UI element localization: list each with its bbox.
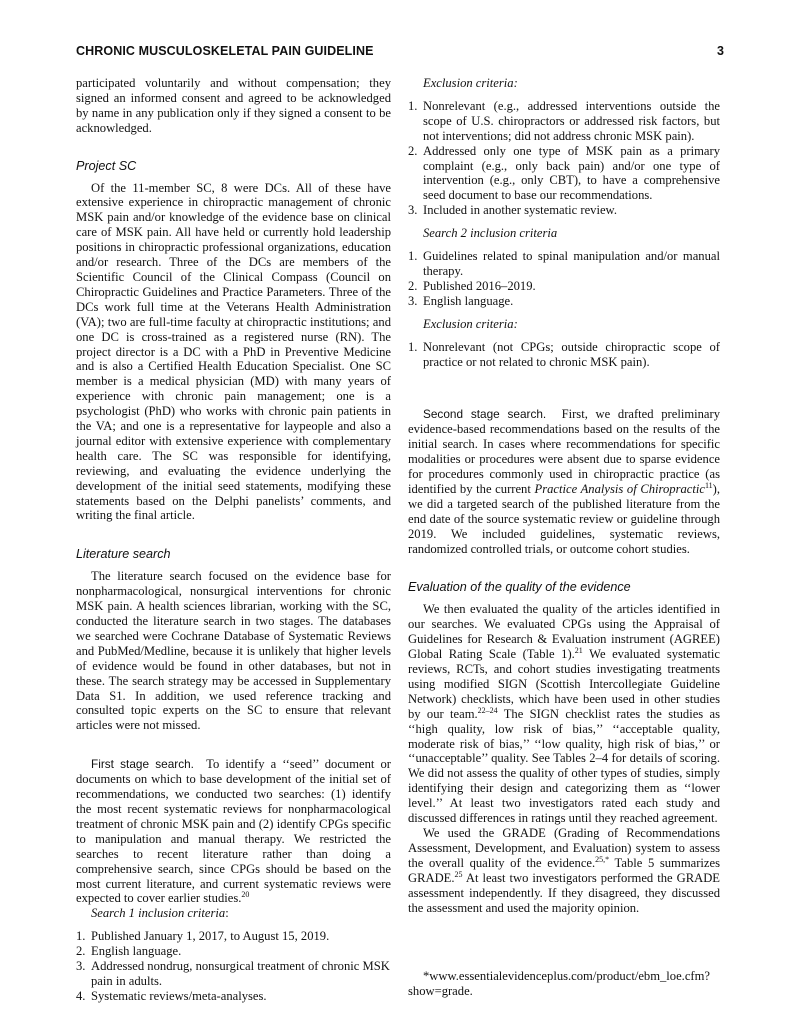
evaluation-paragraph-1	[408, 602, 720, 826]
eval-p1-b: We evaluated systematic reviews, RCTs, and cohort studies investigating treatments using modified SIGN (Scottish Intercollegiate Guideline Network) checklists, which have been used in other studies by our team.	[408, 647, 720, 721]
eval-p1-ref2: 22–24	[477, 705, 498, 715]
list-item-text: Addressed nondrug, nonsurgical treatment of chronic MSK pain in adults.	[91, 959, 390, 988]
list-item	[408, 99, 720, 144]
list-item-number: 2.	[408, 278, 418, 293]
list-item-number: 4.	[76, 988, 86, 1003]
exclusion1-label: Exclusion criteria:	[423, 76, 518, 90]
exclusion2-list	[408, 340, 720, 370]
list-item-number: 1.	[76, 929, 86, 944]
list-item-number: 3.	[408, 293, 418, 308]
search1-label-line	[76, 906, 391, 921]
list-item	[76, 959, 391, 989]
list-item-text: Addressed only one type of MSK pain as a primary complaint (e.g., only back pain) and/or one type of intervention (e.g., only CBT), to have a comprehensive seed document to base our recommendations.	[423, 143, 720, 203]
right-column	[408, 76, 720, 999]
eval-p2-a: We used the GRADE (Grading of Recommendations Assessment, Development, and Evaluation) system to assess the overall quality of the evidence.	[408, 825, 720, 870]
list-item-text: English language.	[91, 944, 182, 959]
eval-p2-c: At least two investigators performed the GRADE assessment independently. If they disagreed, they discussed the assessment and used the majority opinion.	[408, 870, 720, 915]
list-item	[76, 989, 391, 1004]
list-item-number: 3.	[408, 203, 418, 218]
list-item	[76, 929, 391, 944]
footnote: *www.essentialevidenceplus.com/product/ebm_loe.cfm?show=grade.	[408, 969, 710, 999]
literature-search-paragraph: The literature search focused on the evidence base for nonpharmacological, nonsurgical interventions for chronic MSK pain. A health sciences librarian, working with the SC, conducted the literature search in two stages. The databases we searched were Cochrane Database of Systematic Reviews and PubMed/Medline, because it is unlikely that higher levels of evidence would be found in other databases, but not in these. The search strategy may be accessed in Supplementary Data S1. In addition, we used reference tracking and consulted topic experts on the SC to ensure that relevant articles were not missed.	[76, 569, 391, 733]
search1-label: Search 1 inclusion criteria	[91, 906, 226, 921]
eval-p2-ref2: 25	[454, 869, 463, 879]
second-stage-text-a: First, we drafted preliminary evidence-based recommendations based on the results of the initial search. In cases where recommendations for specific modalities or procedures were absent due to sparse evidence for procedures commonly used in chiropractic practice (as identified by the current	[408, 407, 720, 496]
list-item-text: Nonrelevant (e.g., addressed interventions outside the scope of U.S. chiropractors or addressed risk factors, but not interventions; did not address chronic MSK pain).	[423, 98, 720, 143]
search1-list	[76, 929, 391, 1004]
eval-p1-a: We then evaluated the quality of the articles identified in our searches. We evaluated CPGs using the Appraisal of Guidelines for Research & Evaluation instrument (AGREE) Global Rating Scale (Table 1).	[408, 602, 720, 662]
second-stage-text-b: ), we did a targeted search of the published literature from the end date of the source systematic review or guideline through 2019. We included guidelines, systematic reviews, randomized controlled trials, or outcome cohort studies.	[408, 481, 720, 556]
list-item	[408, 279, 720, 294]
list-item-number: 1.	[408, 98, 418, 113]
list-item-number: 3.	[76, 959, 86, 974]
running-head	[76, 44, 724, 64]
exclusion2-label: Exclusion criteria:	[423, 316, 518, 331]
list-item-text: Guidelines related to spinal manipulation and/or manual therapy.	[423, 249, 720, 278]
list-item	[76, 944, 391, 959]
list-item	[408, 294, 720, 309]
list-item-text: Systematic reviews/meta-analyses.	[91, 988, 267, 1003]
evaluation-paragraph-2	[408, 826, 720, 915]
search1-colon: :	[225, 906, 229, 921]
list-item	[408, 203, 720, 218]
project-sc-paragraph: Of the 11-member SC, 8 were DCs. All of these have extensive experience in chiropractic management of chronic MSK pain and/or knowledge of the evidence base on clinical care of MSK pain. All have held or currently hold leadership positions in chiropractic professional organizations, education and/or research. Three of the DCs are members of the Scientific Council of the Clinical Compass (Council on Chiropractic Guidelines and Practice Parameters. Three of the DCs work full time at the Veterans Health Administration (VA); two are full-time faculty at chiropractic institutions; and one DC is cross-trained as a registered nurse (RN). The project director is a DC with a PhD in Preventive Medicine and is also a Certified Health Education Specialist. One SC member is a medical physician (MD) with many years of experience with chronic pain management; one is a psychologist (PhD) who works with chronic pain patients in the VA; and one is a representative for laypeople and also a journal editor with extensive experience with complementary health care. The SC was responsible for identifying, reviewing, and evaluating the evidence underlying the development of the initial seed statements, modifying these statements based on the Delphi panelists’ comments, and writing the final article.	[76, 180, 391, 523]
list-item	[408, 144, 720, 204]
page-number: 3	[717, 44, 724, 58]
list-item-text: Included in another systematic review.	[423, 203, 617, 218]
running-title: CHRONIC MUSCULOSKELETAL PAIN GUIDELINE	[76, 44, 374, 58]
evaluation-heading: Evaluation of the quality of the evidence	[408, 580, 631, 595]
list-item-number: 2.	[76, 944, 86, 959]
second-stage-ref: 11	[704, 480, 713, 490]
eval-p2-b: Table 5 summarizes GRADE.	[408, 855, 721, 885]
eval-p1-c: The SIGN checklist rates the studies as ‘‘high quality, low risk of bias,’’ ‘‘acceptable quality, moderate risk of bias,’’ ‘‘low quality, high risk of bias,’’ or ‘‘unacceptable’’ quality. See Tables 2–4 for details of scoring. We did not assess the quality of other types of studies, simply identifying their design and categorizing them as ‘‘lower level.’’ At least two investigators rated each study and discussed differences in ratings until they reached agreement.	[408, 706, 720, 826]
list-item-number: 2.	[408, 143, 418, 158]
first-stage-label: First stage search.	[91, 757, 194, 772]
list-item-number: 1.	[408, 249, 418, 264]
exclusion1-list	[408, 99, 720, 218]
list-item-text: Published January 1, 2017, to August 15, 2019.	[91, 929, 330, 944]
search2-label: Search 2 inclusion criteria	[423, 226, 558, 241]
list-item-text: Published 2016–2019.	[423, 278, 536, 293]
literature-search-heading: Literature search	[76, 547, 171, 562]
list-item	[408, 249, 720, 279]
list-item-number: 1.	[408, 339, 418, 354]
eval-p1-ref1: 21	[574, 646, 583, 656]
left-column	[76, 76, 391, 1004]
first-stage-paragraph	[76, 757, 391, 906]
list-item	[408, 340, 720, 370]
search2-list	[408, 249, 720, 309]
project-sc-heading: Project SC	[76, 158, 137, 173]
list-item-text: English language.	[423, 293, 514, 308]
eval-p2-ref1: 25,*	[595, 854, 610, 864]
list-item-text: Nonrelevant (not CPGs; outside chiropractic scope of practice or not related to chronic MSK pain).	[423, 339, 720, 369]
intro-paragraph: participated voluntarily and without compensation; they signed an informed consent and agreed to be acknowledged by name in any publication only if they signed a consent to be acknowledged.	[76, 76, 391, 135]
second-stage-paragraph	[408, 407, 720, 556]
second-stage-label: Second stage search.	[423, 407, 547, 422]
second-stage-italic: Practice Analysis of Chiropractic	[534, 481, 705, 496]
first-stage-ref: 20	[241, 890, 250, 900]
first-stage-text: To identify a ‘‘seed’’ document or documents on which to base development of the initial set of recommendations, we conducted two searches: (1) identify the most recent systematic reviews for nonpharmacological treatment of chronic MSK pain and (2) identify CPGs specific to manipulation and manual therapy. We restricted the searches to recent literature rather than doing a comprehensive search, since CPGs should be based on the most current literature, and current systematic reviews were expected to cover earlier studies.	[76, 757, 392, 906]
